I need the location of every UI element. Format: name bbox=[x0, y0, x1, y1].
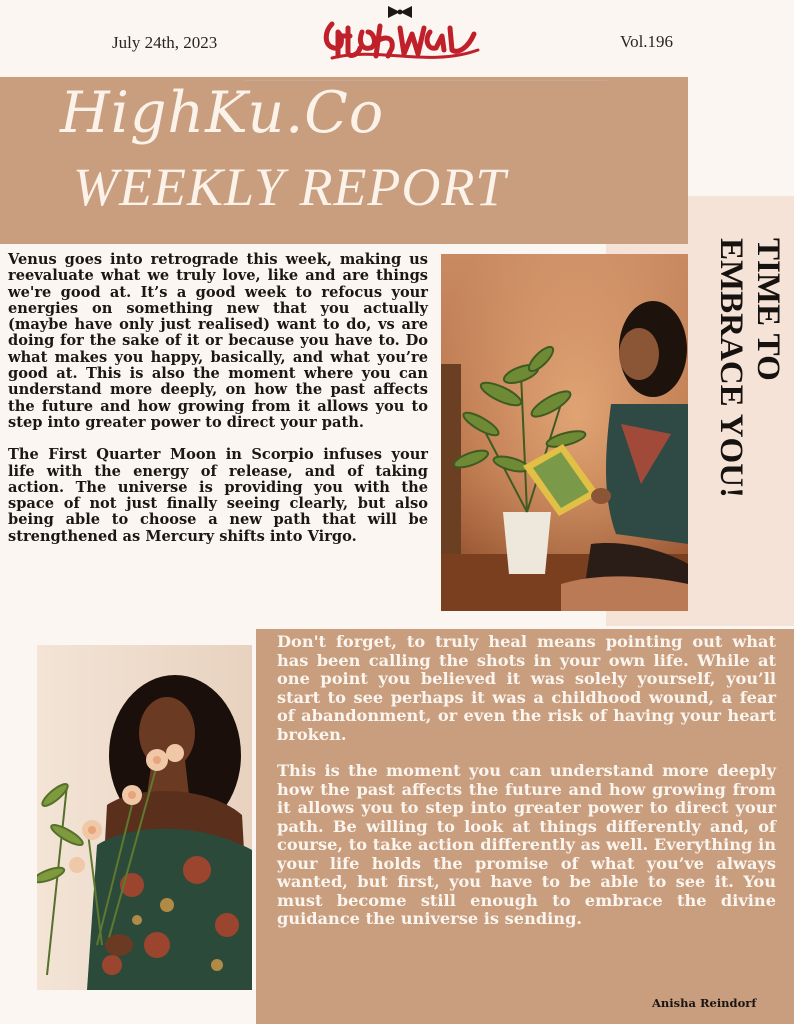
issue-date: July 24th, 2023 bbox=[112, 33, 218, 52]
page-margin bbox=[0, 990, 256, 1024]
article-left-paragraph: Venus goes into retrograde this week, making us reevaluate what we truly love, like and are things we're good at. It’s a good week to refocus your energies on something new that you actually (maybe have only just realised) want to do, vs are doing for the sake of it or because you have to. Do what makes you happy, basically, and what you’re good at. This is also the moment where you can understand more deeply, on how the past affects the future and how growing from it allows you to step into greater power to direct your path. bbox=[8, 251, 428, 431]
side-heading-line2: EMBRACE YOU! bbox=[713, 238, 749, 499]
brand-title: HighKu.Co bbox=[60, 80, 385, 146]
report-title: WEEKLY REPORT bbox=[73, 157, 507, 217]
article-right-paragraph: Don't forget, to truly heal means pointing out what has been calling the shots in your own life. While at one point you believed it was solely yourself, you’ll start to see perhaps it was a childhood wound, a fear of abandonment, or even the risk of having your heart broken. bbox=[277, 632, 776, 744]
issue-volume: Vol.196 bbox=[620, 32, 674, 51]
author-name: Anisha Reindorf bbox=[652, 996, 757, 1010]
article-right bbox=[277, 633, 776, 947]
photo-woman-flowers bbox=[37, 645, 252, 990]
photo-woman-reading bbox=[441, 254, 688, 611]
article-left bbox=[8, 252, 428, 561]
side-heading bbox=[706, 238, 786, 558]
brand-logo bbox=[318, 2, 484, 66]
side-heading-line1: TIME TO bbox=[750, 238, 786, 381]
article-right-paragraph: This is the moment you can understand more deeply how the past affects the future and how growing from it allows you to step into greater power to direct your path. Be willing to look at things differently and, of course, to take action differently as well. Everything in your life holds the promise of what you’ve always wanted, but first, you have to be able to see it. You must become still enough to embrace the divine guidance the universe is sending. bbox=[277, 761, 776, 928]
article-left-paragraph: The First Quarter Moon in Scorpio infuses your life with the energy of release, and of taking action. The universe is providing you with the space of not just finally seeing clearly, but also being able to choose a new path that will be strengthened as Mercury shifts into Virgo. bbox=[8, 446, 428, 545]
